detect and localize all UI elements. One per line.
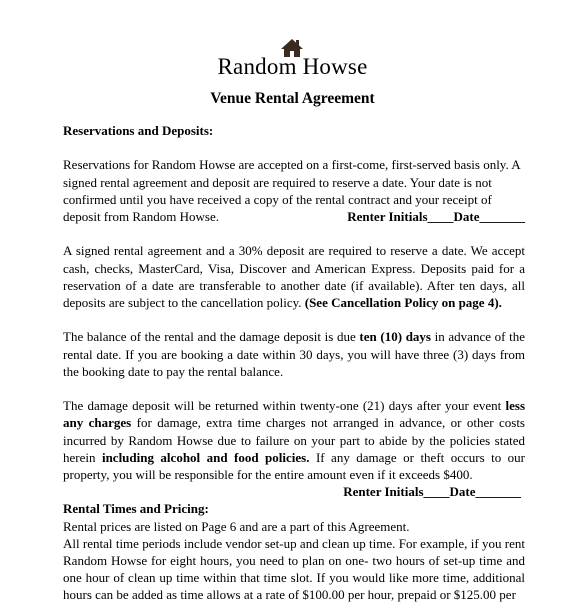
paragraph-time-periods: All rental time periods include vendor set-up and clean up time. For example, if you rent Random Howse for eight hours, you need to plan on one- two hours of set-up time and one hour of clean up time within that time slot. If you would like more time, additional hours can be added as time allows at a rate of $100.00 per hour, prepaid or $125.00 per [63,535,525,603]
paragraph-text: for damage, extra time charges not arranged in advance, or other costs incurred by Random Howse due to failure on your part to abide by the policies stated herein [63,415,525,465]
due-days-bold: ten (10) days [359,329,431,345]
paragraph-reservations [63,156,525,225]
document-body [63,122,525,604]
paragraph-text: Reservations for Random Howse are accepted on a first-come, first-served basis only. A signed rental agreement and deposit are required to reserve a date. Your date is not confirmed until you have received a copy of the rental contract and your receipt of deposit from Random Howse. [63,157,520,224]
paragraph-text: The balance of the rental and the damage deposit is due [63,329,356,345]
paragraph-balance [63,328,525,380]
brand-name: Random Howse [217,54,368,79]
paragraph-deposit [63,242,525,311]
less-charges-bold: less any charges [63,398,525,431]
section-heading-rental-times: Rental Times and Pricing: [63,501,209,517]
section-heading-reservations: Reservations and Deposits: [63,123,214,138]
renter-initials-line: Renter Initials____Date_______ [343,484,521,500]
paragraph-text: in advance of the rental date. If you are booking a date within 30 days, you will have three (3) days from the booking date to pay the rental balance. [63,329,526,379]
cancellation-policy-ref: (See Cancellation Policy on page 4). [304,295,502,310]
paragraph-text: A signed rental agreement and a 30% deposit are required to reserve a date. We accept cash, checks, MasterCard, Visa, Discover and American Express. Deposits paid for a reservation of a date are transferable to another date (if available). After ten days, all deposits are subject to the cancellation policy. [63,243,525,310]
paragraph-text: The damage deposit will be returned within twenty-one (21) days after your event [63,398,502,414]
paragraph-text: If any damage or theft occurs to our property, you will be responsible for the entire amount even if it exceeds $400. [63,449,526,482]
paragraph-damage-deposit [63,397,525,483]
document-title: Venue Rental Agreement [210,90,375,107]
renter-initials-line: Renter Initials____Date_______ [347,209,525,224]
alcohol-food-bold: including alcohol and food policies. [101,449,310,465]
paragraph-prices: Rental prices are listed on Page 6 and are a part of this Agreement. [63,518,410,534]
